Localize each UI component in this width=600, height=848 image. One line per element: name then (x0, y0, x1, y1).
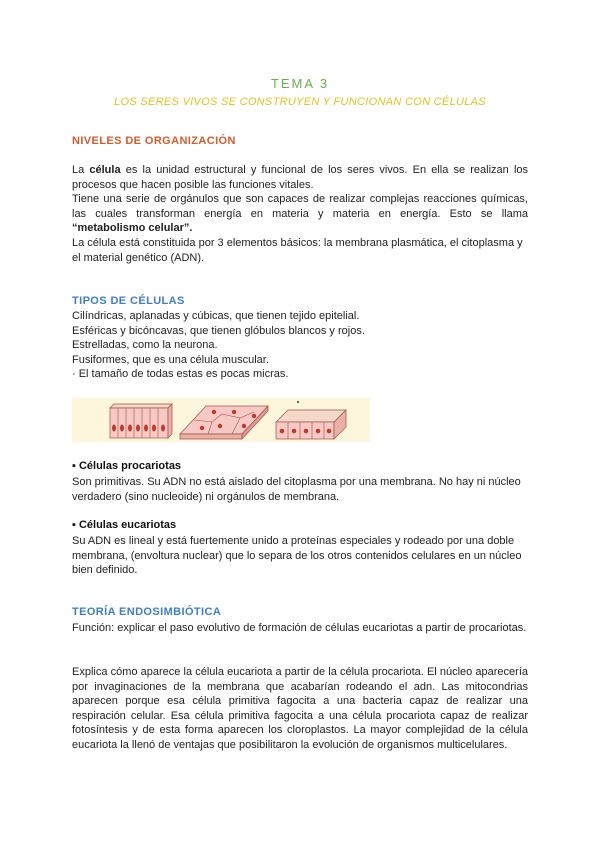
list-item: Esféricas y bicóncavas, que tienen glóbulos blancos y rojos. (72, 325, 365, 337)
list-item: Cilíndricas, aplanadas y cúbicas, que tienen tejido epitelial. (72, 310, 360, 322)
paragraph-organulos (72, 192, 528, 236)
list-item: Fusiformes, que es una célula muscular. (72, 354, 269, 366)
page-title: TEMA 3 (270, 76, 330, 91)
section-heading-tipos: TIPOS DE CÉLULAS (72, 295, 185, 307)
section-heading-niveles: NIVELES DE ORGANIZACIÓN (72, 135, 236, 147)
paragraph-funcion: Función: explicar el paso evolutivo de formación de células eucariotas a partir de procariotas. (72, 622, 527, 634)
paragraph-eucariotas: Su ADN es lineal y está fuertemente unido a proteínas especiales y rodeado por una doble membrana, (envoltura nuclear) que lo separa de los otros contenidos celulares en un núcleo bien definido. (72, 535, 522, 577)
page-subtitle: LOS SERES VIVOS SE CONSTRUYEN Y FUNCIONAN CON CÉLULAS (114, 96, 486, 108)
heading-eucariotas: ▪ Células eucariotas (72, 519, 177, 531)
paragraph-celula (72, 163, 528, 192)
columnar-cells (110, 404, 172, 438)
section-heading-teoria: TEORÍA ENDOSIMBIÓTICA (72, 606, 222, 618)
text-run: La (72, 164, 90, 176)
bold-term-metabolismo: “metabolismo celular”. (72, 222, 193, 235)
text-run: es la unidad estructural y funcional de los seres vivos. En ella se realizan los procesos que hacen posible las funciones vitales. (72, 164, 528, 191)
paragraph-procariotas: Son primitivas. Su ADN no está aislado del citoplasma por una membrana. No hay ni núcleo verdadero (sino nucleoide) ni orgánulos de membrana. (72, 476, 521, 503)
paragraph-explica: Explica cómo aparece la célula eucariota a partir de la célula procariota. El núcleo aparecería por invaginaciones de la membrana que acabarían rodeando el adn. Las mitocondrias aparecen porque esa célula primitiva fagocita a una bacteria capaz de realizar una respiración celular. Esa célula primitiva fagocita a una célula procariota capaz de realizar fotosíntesis y de esta forma aparecen los cloroplastos. La mayor complejidad de la célula eucariota la llenó de ventajas que posibilitaron la evolución de organismos multicelulares. (72, 666, 528, 751)
epithelial-tissue-illustration (72, 398, 370, 442)
paragraph-elementos: La célula está constituida por 3 elementos básicos: la membrana plasmática, el citoplasma y el material genético (ADN). (72, 237, 523, 264)
list-item: Estrelladas, como la neurona. (72, 339, 218, 351)
text-run: Tiene una serie de orgánulos que son capaces de realizar complejas reacciones químicas, las cuales transforman energía en materia y materia en energía. Esto se llama (72, 193, 528, 220)
heading-procariotas: ▪ Células procariotas (72, 460, 182, 472)
list-item: · El tamaño de todas estas es pocas micras. (72, 368, 289, 380)
bold-term-celula: célula (89, 164, 121, 176)
